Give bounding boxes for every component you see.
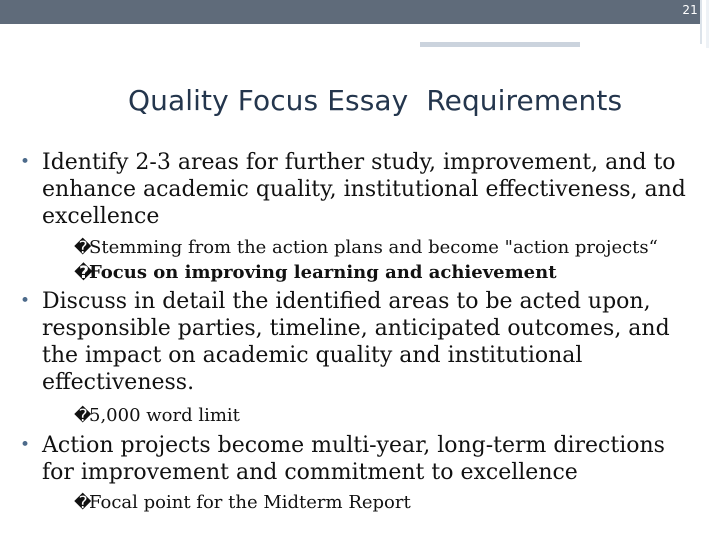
sub-bullet-item: [74, 237, 694, 259]
sub-bullet-text: Focal point for the Midterm Report: [89, 492, 411, 513]
bullet-dot-icon: •: [20, 435, 31, 455]
page-number: 21: [682, 3, 698, 17]
bullet-text: Action projects become multi-year, long-term directions for improvement and commitment to excellence: [42, 433, 665, 485]
bullet-item: [20, 149, 690, 230]
bullet-text: Identify 2-3 areas for further study, improvement, and to enhance academic quality, institutional effectiveness, and excellence: [42, 150, 686, 229]
sub-bullet-item: [74, 492, 694, 514]
bullet-dot-icon: •: [20, 291, 31, 311]
sub-bullet-text: 5,000 word limit: [89, 405, 240, 426]
sub-bullet-marker-icon: �: [74, 493, 92, 513]
sub-bullet-marker-icon: �: [74, 263, 93, 283]
sub-bullet-marker-icon: �: [74, 406, 92, 426]
bullet-dot-icon: •: [20, 152, 31, 172]
sub-bullet-text: Stemming from the action plans and become "action projects“: [89, 237, 658, 258]
bullet-item: [20, 432, 690, 486]
sub-bullet-item: [74, 262, 694, 284]
sub-bullet-text: Focus on improving learning and achievement: [89, 262, 557, 283]
slide-title: Quality Focus Essay Requirements: [128, 84, 623, 117]
sub-bullet-marker-icon: �: [74, 238, 92, 258]
sub-bullet-item: [74, 405, 694, 427]
bullet-item: [20, 288, 690, 396]
bullet-text: Discuss in detail the identified areas to be acted upon, responsible parties, timeline, anticipated outcomes, and the impact on academic quality and institutional effectiveness.: [42, 289, 670, 395]
